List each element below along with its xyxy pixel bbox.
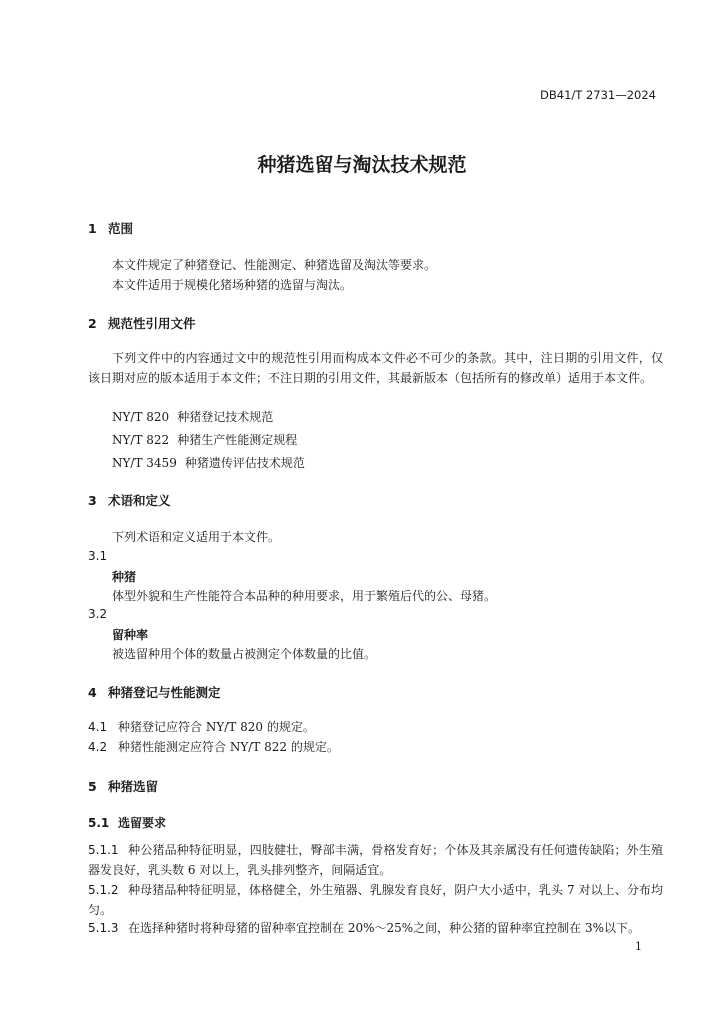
reference-code: NY/T 822 [112,433,170,447]
clause-number: 5.1.3 [88,921,119,935]
section-1-heading [88,219,133,237]
section-number: 4 [88,685,97,700]
section-number: 1 [88,221,97,236]
page-number: 1 [635,940,642,953]
reference-item [112,408,273,425]
paragraph: 本文件规定了种猪登记、性能测定、种猪选留及淘汰等要求。 [112,258,437,272]
paragraph: 本文件适用于规模化猪场种猪的选留与淘汰。 [112,278,353,292]
clause-number: 5.1.1 [88,843,119,857]
document-title: 种猪选留与淘汰技术规范 [257,154,467,176]
reference-code: NY/T 3459 [112,456,177,470]
section-title: 术语和定义 [108,493,171,508]
section-title: 范围 [108,221,134,236]
clause-text: 种公猪品种特征明显，四肢健壮，臀部丰满，骨格发育好；个体及其亲属没有任何遗传缺陷；外生殖器发良好，乳头数 6 对以上，乳头排列整齐，间隔适宜。 [88,843,663,877]
clause-item [88,738,339,755]
term-name: 种猪 [112,570,137,584]
section-number: 5 [88,779,97,794]
clause-text: 种猪性能测定应符合 NY/T 822 的规定。 [118,740,339,754]
subsection-number: 5.1 [88,816,110,830]
document-number: DB41/T 2731—2024 [540,88,656,102]
section-number: 3 [88,493,97,508]
section-title: 种猪登记与性能测定 [108,685,221,700]
reference-name: 种猪生产性能测定规程 [177,433,298,447]
term-definition: 体型外貌和生产性能符合本品种的种用要求，用于繁殖后代的公、母猪。 [112,589,497,603]
clause-text: 种母猪品种特征明显，体格健全，外生殖器、乳腺发育良好，阴户大小适中，乳头 7 对以上、分布均匀。 [88,883,663,917]
clause-item [88,918,663,938]
term-number: 3.2 [88,607,108,621]
section-title: 种猪选留 [108,779,159,794]
reference-name: 种猪登记技术规范 [177,410,274,424]
subsection-heading [88,814,166,831]
subsection-title: 选留要求 [118,816,167,830]
clause-item [88,840,663,880]
reference-item [112,431,297,448]
clause-number: 5.1.2 [88,883,119,897]
section-5-heading [88,777,158,795]
clause-item [88,880,663,920]
paragraph: 下列文件中的内容通过文中的规范性引用而构成本文件必不可少的条款。其中，注日期的引用文件，仅该日期对应的版本适用于本文件；不注日期的引用文件，其最新版本（包括所有的修改单）适用于本文件。 [88,351,663,385]
clause-text: 在选择种猪时将种母猪的留种率宜控制在 20%～25%之间，种公猪的留种率宜控制在 3%以下。 [128,921,641,935]
term-definition: 被选留种用个体的数量占被测定个体数量的比值。 [112,647,377,661]
clause-number: 4.1 [88,720,108,734]
section-number: 2 [88,316,97,331]
section-3-heading [88,491,171,509]
paragraph: 下列术语和定义适用于本文件。 [112,530,281,544]
section-title: 规范性引用文件 [108,316,196,331]
clause-number: 4.2 [88,740,108,754]
section-4-heading [88,683,221,701]
clause-text: 种猪登记应符合 NY/T 820 的规定。 [118,720,315,734]
clause-item [88,718,315,735]
term-name: 留种率 [112,628,149,642]
section-2-heading [88,314,196,332]
reference-code: NY/T 820 [112,410,170,424]
reference-name: 种猪遗传评估技术规范 [184,456,305,470]
reference-item [112,454,305,471]
term-number: 3.1 [88,549,108,563]
